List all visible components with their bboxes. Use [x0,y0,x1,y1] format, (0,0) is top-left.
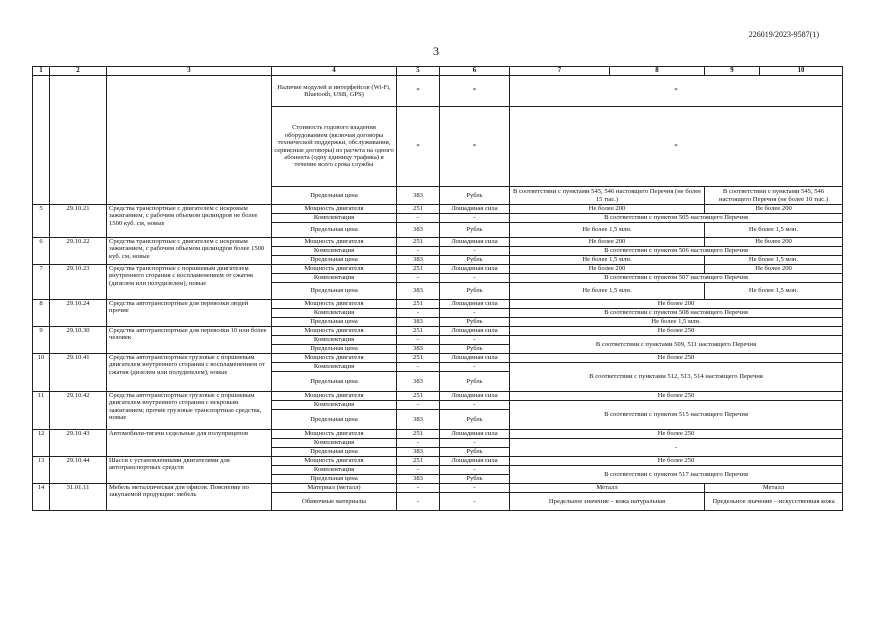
characteristic-name: Мощность двигателя [272,457,397,466]
value-cell: В соответствии с пунктами 509, 511 настоящего Перечня [510,336,843,354]
characteristic-name: Предельная цена [272,448,397,457]
item-name: Средства автотранспортные грузовые с поршневым двигателем внутреннего сгорания с воспламенением от сжатия (дизелем или полудизелем), новые [107,354,272,392]
table-row [33,484,843,493]
unit: - [440,336,510,345]
characteristic-name: Мощность двигателя [272,327,397,336]
item-name: Средства автотранспортные для перевозки людей прочие [107,300,272,327]
value-cell: Металл [510,484,705,493]
value-cell: В соответствии с пунктами 512, 513, 514 настоящего Перечня [510,363,843,392]
value-cell: Не более 200 [510,300,843,309]
value-cell: Предельное значение – искусственная кожа [705,493,843,511]
okei-code: - [397,363,440,372]
value-cell: - [510,439,843,457]
okei-code: - [397,484,440,493]
okei-code: 251 [397,300,440,309]
row-number: 6 [33,238,50,265]
table-row [33,392,843,401]
value-cell: В соответствии с пунктом 517 настоящего Перечня [510,466,843,484]
header-cell: 6 [440,67,510,76]
characteristic-name: Комплектация [272,309,397,318]
unit: Рубль [440,475,510,484]
okei-code: 383 [397,345,440,354]
characteristic-name: Обивочные материалы [272,493,397,511]
row-number: 10 [33,354,50,392]
characteristic-name: Предельная цена [272,283,397,300]
unit: Рубль [440,410,510,430]
unit: Лошадиная сила [440,205,510,214]
unit: Лошадиная сила [440,238,510,247]
row-number: 12 [33,430,50,457]
okpd-code: 29.10.43 [50,430,107,457]
header-cell: 7 [510,67,610,76]
okei-code: - [397,493,440,511]
unit: Рубль [440,223,510,238]
value-cell: В соответствии с пунктом 508 настоящего Перечня [510,309,843,318]
okei-code: 251 [397,354,440,363]
characteristic-name: Предельная цена [272,187,397,205]
item-name: Шасси с установленными двигателями для автотранспортных средств [107,457,272,484]
header-cell: 9 [705,67,760,76]
okei-code: - [397,401,440,410]
characteristic-name: Комплектация [272,363,397,372]
value-cell: Не более 250 [510,392,843,401]
unit: - [440,247,510,256]
unit: Лошадиная сила [440,430,510,439]
characteristic-name: Материал (металл) [272,484,397,493]
star-mark: * [440,107,510,187]
characteristic-name: Предельная цена [272,410,397,430]
row-number: 5 [33,205,50,238]
okei-code: - [397,336,440,345]
unit: - [440,309,510,318]
row-number: 11 [33,392,50,430]
row-number: 13 [33,457,50,484]
value-cell: Не более 1,5 млн. [705,223,843,238]
value-cell: Не более 250 [510,457,843,466]
characteristic-name: Комплектация [272,466,397,475]
unit: Рубль [440,187,510,205]
okei-code: 251 [397,205,440,214]
characteristic-name: Предельная цена [272,372,397,392]
characteristic-name: Комплектация [272,336,397,345]
unit: - [440,484,510,493]
value-cell: В соответствии с пунктами 545, 546 настоящего Перечня (не более 10 тыс.) [705,187,843,205]
unit: Лошадиная сила [440,354,510,363]
okpd-code: 29.10.24 [50,300,107,327]
value-cell: Не более 200 [510,265,705,274]
okei-code: 251 [397,238,440,247]
unit: - [440,274,510,283]
row-number: 9 [33,327,50,354]
row-number: 14 [33,484,50,511]
row-number: 7 [33,265,50,300]
table-row [33,327,843,336]
unit: Лошадиная сила [440,392,510,401]
unit: - [440,439,510,448]
value-cell: Не более 1,5 млн. [510,223,705,238]
value-cell: Предельное значение – кожа натуральная [510,493,705,511]
okpd-code: 31.01.11 [50,484,107,511]
characteristic-name: Мощность двигателя [272,238,397,247]
star-mark: * [510,107,843,187]
characteristic-name: Комплектация [272,247,397,256]
unit: Лошадиная сила [440,327,510,336]
star-mark: * [397,76,440,107]
star-mark: * [397,107,440,187]
okei-code: 383 [397,283,440,300]
header-cell: 5 [397,67,440,76]
unit: - [440,466,510,475]
header-cell: 8 [610,67,705,76]
okei-code: - [397,309,440,318]
okei-code: 383 [397,318,440,327]
value-cell: Не более 200 [705,265,843,274]
item-name: Средства транспортные с двигателем с искровым зажиганием, с рабочим объемом цилиндров не более 1500 куб. см, новые [107,205,272,238]
value-cell: Не более 200 [705,238,843,247]
value-cell: Не более 200 [510,205,705,214]
value-cell: В соответствии с пунктами 545, 546 настоящего Перечня (не более 15 тыс.) [510,187,705,205]
characteristic-name: Мощность двигателя [272,300,397,309]
unit: Лошадиная сила [440,300,510,309]
characteristic-name: Комплектация [272,274,397,283]
table-row [33,457,843,466]
okei-code: 251 [397,392,440,401]
header-cell: 3 [107,67,272,76]
header-row [33,67,843,76]
characteristic-name: Мощность двигателя [272,205,397,214]
okei-code: 383 [397,410,440,430]
value-cell: Металл [705,484,843,493]
star-mark: * [510,76,843,107]
header-cell: 1 [33,67,50,76]
characteristic-name: Мощность двигателя [272,354,397,363]
characteristic-name: Мощность двигателя [272,265,397,274]
okpd-code: 29.10.30 [50,327,107,354]
characteristic-name: Комплектация [272,214,397,223]
okei-code: 251 [397,457,440,466]
item-name: Средства транспортные с двигателем с искровым зажиганием, с рабочим объемом цилиндров более 1500 куб. см, новые [107,238,272,265]
characteristic-name: Предельная цена [272,318,397,327]
unit: Лошадиная сила [440,265,510,274]
value-cell: Не более 250 [510,354,843,363]
characteristic-name: Мощность двигателя [272,430,397,439]
document-id: 226019/2023-9587(1) [748,30,819,39]
value-cell: Не более 200 [705,205,843,214]
characteristic-name: Комплектация [272,439,397,448]
header-cell: 2 [50,67,107,76]
unit: - [440,493,510,511]
unit: - [440,214,510,223]
item-name: Средства автотранспортные для перевозки 10 или более человек [107,327,272,354]
unit: Рубль [440,318,510,327]
requirements-table [32,66,843,511]
okei-code: - [397,466,440,475]
page-number: 3 [433,44,439,58]
characteristic-name: Предельная цена [272,345,397,354]
value-cell: Не более 1,5 млн. [705,283,843,300]
unit: Рубль [440,448,510,457]
table-row [33,205,843,214]
okei-code: 383 [397,223,440,238]
characteristic-name: Мощность двигателя [272,392,397,401]
value-cell: Не более 1,5 млн. [510,318,843,327]
okei-code: 251 [397,430,440,439]
unit: - [440,363,510,372]
item-name: Автомобили-тягачи седельные для полуприцепов [107,430,272,457]
characteristic-name: Предельная цена [272,475,397,484]
okei-code: 383 [397,475,440,484]
value-cell: В соответствии с пунктом 507 настоящего Перечня [510,274,843,283]
okei-code: 251 [397,265,440,274]
unit: Лошадиная сила [440,457,510,466]
okpd-code: 29.10.41 [50,354,107,392]
header-cell: 10 [760,67,843,76]
value-cell: Не более 200 [510,238,705,247]
okpd-code: 29.10.22 [50,238,107,265]
characteristic-name: Стоимость годового владения оборудованием (включая договоры технической поддержки, обслуживания, сервисные договоры) из расчета на одного абонента (одну единицу трафика) в течение всего срока службы [272,107,397,187]
table-row [33,300,843,309]
value-cell: Не более 1,5 млн. [510,256,705,265]
table-row [33,76,843,107]
okei-code: - [397,439,440,448]
value-cell: В соответствии с пунктом 505 настоящего Перечня [510,214,843,223]
table-row [33,265,843,274]
okpd-code: 29.10.21 [50,205,107,238]
okei-code: - [397,214,440,223]
unit: Рубль [440,372,510,392]
value-cell: Не более 250 [510,327,843,336]
unit: Рубль [440,345,510,354]
okpd-code: 29.10.23 [50,265,107,300]
okei-code: 383 [397,187,440,205]
unit: Рубль [440,256,510,265]
star-mark: * [440,76,510,107]
item-name: Средства автотранспортные грузовые с поршневым двигателем внутреннего сгорания с искровым зажиганием; прочие грузовые транспортные средства, новые [107,392,272,430]
okei-code: - [397,247,440,256]
characteristic-name: Комплектация [272,401,397,410]
characteristic-name: Предельная цена [272,223,397,238]
okpd-code: 29.10.42 [50,392,107,430]
table-row [33,430,843,439]
value-cell: Не более 250 [510,430,843,439]
item-name: Средства транспортные с поршневым двигателем внутреннего сгорания с воспламенением от сжатия (дизелем или полудизелем), новые [107,265,272,300]
characteristic-name: Предельная цена [272,256,397,265]
okei-code: 383 [397,448,440,457]
value-cell: Не более 1,5 млн. [705,256,843,265]
okei-code: - [397,274,440,283]
header-cell: 4 [272,67,397,76]
row-number: 8 [33,300,50,327]
characteristic-name: Наличие модулей и интерфейсов (Wi-Fi, Bluetooth, USB, GPS) [272,76,397,107]
unit: - [440,401,510,410]
okei-code: 251 [397,327,440,336]
table-row [33,354,843,363]
okpd-code: 29.10.44 [50,457,107,484]
unit: Рубль [440,283,510,300]
value-cell: В соответствии с пунктом 506 настоящего Перечня [510,247,843,256]
okei-code: 383 [397,256,440,265]
item-name: Мебель металлическая для офисов. Пояснение по закупаемой продукции: мебель [107,484,272,511]
table-row [33,238,843,247]
value-cell: В соответствии с пунктом 515 настоящего Перечня [510,401,843,430]
value-cell: Не более 1,5 млн. [510,283,705,300]
okei-code: 383 [397,372,440,392]
